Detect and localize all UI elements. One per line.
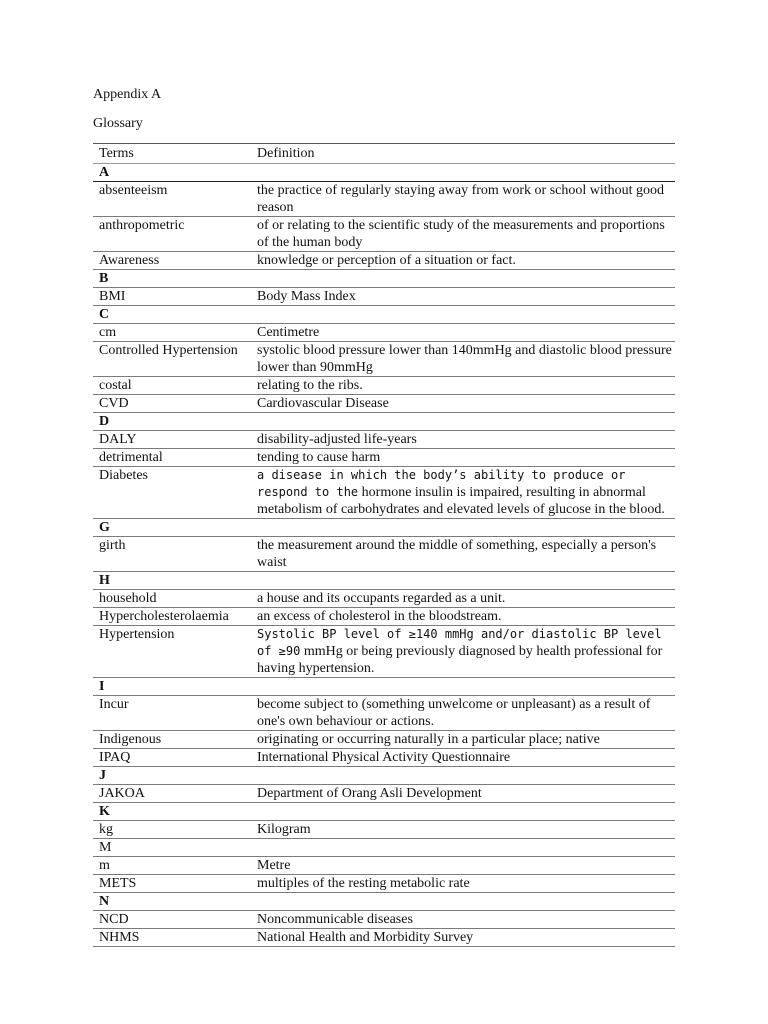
table-row xyxy=(93,731,675,749)
definition-text: mmHg or being previously diagnosed by health professional for having hypertension. xyxy=(257,644,663,676)
definition-cell xyxy=(251,678,675,696)
definition-cell: Centimetre xyxy=(251,324,675,342)
definition-cell: an excess of cholesterol in the bloodstream. xyxy=(251,608,675,626)
term-cell: BMI xyxy=(93,288,251,306)
term-cell: costal xyxy=(93,377,251,395)
definition-text-alt-font: Systolic BP level of ≥140 mmHg and/or diastolic BP level of ≥90 xyxy=(257,627,662,658)
definition-cell xyxy=(251,270,675,288)
definition-cell: Department of Orang Asli Development xyxy=(251,785,675,803)
table-row xyxy=(93,875,675,893)
term-cell: Indigenous xyxy=(93,731,251,749)
letter-row xyxy=(93,164,675,182)
table-header-row xyxy=(93,144,675,164)
letter-row xyxy=(93,519,675,537)
table-row xyxy=(93,467,675,519)
term-cell: NCD xyxy=(93,911,251,929)
definition-cell: Noncommunicable diseases xyxy=(251,911,675,929)
table-row xyxy=(93,821,675,839)
section-letter: K xyxy=(93,803,251,821)
definition-cell: the practice of regularly staying away from work or school without good reason xyxy=(251,182,675,217)
section-letter: H xyxy=(93,572,251,590)
definition-text-alt-font: a disease in which the body’s ability to produce or respond to the xyxy=(257,468,626,499)
definition-cell: the measurement around the middle of something, especially a person's waist xyxy=(251,537,675,572)
definition-cell: become subject to (something unwelcome or unpleasant) as a result of one's own behaviour or actions. xyxy=(251,696,675,731)
definition-cell: a house and its occupants regarded as a unit. xyxy=(251,590,675,608)
definition-cell xyxy=(251,767,675,785)
definition-cell xyxy=(251,413,675,431)
glossary-title: Glossary xyxy=(93,116,143,131)
term-cell: cm xyxy=(93,324,251,342)
letter-row xyxy=(93,413,675,431)
header-definition: Definition xyxy=(251,144,675,164)
definition-cell: originating or occurring naturally in a particular place; native xyxy=(251,731,675,749)
section-letter: N xyxy=(93,893,251,911)
section-letter: B xyxy=(93,270,251,288)
letter-row xyxy=(93,803,675,821)
definition-cell xyxy=(251,893,675,911)
definition-cell: Metre xyxy=(251,857,675,875)
term-cell: Incur xyxy=(93,696,251,731)
table-row xyxy=(93,839,675,857)
term-cell: Hypercholesterolaemia xyxy=(93,608,251,626)
term-cell: Diabetes xyxy=(93,467,251,519)
table-row xyxy=(93,217,675,252)
table-row xyxy=(93,608,675,626)
definition-cell: disability-adjusted life-years xyxy=(251,431,675,449)
term-cell: METS xyxy=(93,875,251,893)
term-cell: CVD xyxy=(93,395,251,413)
definition-cell xyxy=(251,306,675,324)
term-cell: NHMS xyxy=(93,929,251,947)
definition-cell xyxy=(251,803,675,821)
table-row xyxy=(93,929,675,947)
definition-cell: tending to cause harm xyxy=(251,449,675,467)
term-cell: girth xyxy=(93,537,251,572)
table-row xyxy=(93,696,675,731)
glossary-body xyxy=(93,164,675,947)
section-letter: D xyxy=(93,413,251,431)
definition-cell xyxy=(251,839,675,857)
term-cell: detrimental xyxy=(93,449,251,467)
definition-cell xyxy=(251,519,675,537)
section-letter: A xyxy=(93,164,251,182)
term-cell: JAKOA xyxy=(93,785,251,803)
header-terms: Terms xyxy=(93,144,251,164)
term-cell: M xyxy=(93,839,251,857)
definition-cell: relating to the ribs. xyxy=(251,377,675,395)
term-cell: IPAQ xyxy=(93,749,251,767)
definition-text: hormone insulin is impaired, resulting in abnormal metabolism of carbohydrates and elevated levels of glucose in the blood. xyxy=(257,485,665,517)
table-row xyxy=(93,395,675,413)
table-row xyxy=(93,857,675,875)
definition-cell: Kilogram xyxy=(251,821,675,839)
table-row xyxy=(93,431,675,449)
table-row xyxy=(93,785,675,803)
table-row xyxy=(93,377,675,395)
table-row xyxy=(93,626,675,678)
definition-cell: multiples of the resting metabolic rate xyxy=(251,875,675,893)
term-cell: DALY xyxy=(93,431,251,449)
table-row xyxy=(93,288,675,306)
term-cell: household xyxy=(93,590,251,608)
table-row xyxy=(93,324,675,342)
definition-cell: of or relating to the scientific study of the measurements and proportions of the human body xyxy=(251,217,675,252)
table-row xyxy=(93,252,675,270)
section-letter: G xyxy=(93,519,251,537)
term-cell: absenteeism xyxy=(93,182,251,217)
table-row xyxy=(93,590,675,608)
definition-cell: Body Mass Index xyxy=(251,288,675,306)
term-cell: anthropometric xyxy=(93,217,251,252)
letter-row xyxy=(93,678,675,696)
table-row xyxy=(93,182,675,217)
definition-cell xyxy=(251,164,675,182)
definition-cell: Cardiovascular Disease xyxy=(251,395,675,413)
table-row xyxy=(93,749,675,767)
definition-cell xyxy=(251,626,675,678)
definition-cell: International Physical Activity Questionnaire xyxy=(251,749,675,767)
table-row xyxy=(93,537,675,572)
glossary-table xyxy=(93,143,675,947)
letter-row xyxy=(93,572,675,590)
table-row xyxy=(93,449,675,467)
letter-row xyxy=(93,893,675,911)
letter-row xyxy=(93,306,675,324)
letter-row xyxy=(93,767,675,785)
appendix-title: Appendix A xyxy=(93,87,162,102)
definition-cell xyxy=(251,467,675,519)
section-letter: I xyxy=(93,678,251,696)
table-row xyxy=(93,342,675,377)
term-cell: Controlled Hypertension xyxy=(93,342,251,377)
table-row xyxy=(93,911,675,929)
term-cell: kg xyxy=(93,821,251,839)
definition-cell xyxy=(251,572,675,590)
section-letter: C xyxy=(93,306,251,324)
definition-cell: systolic blood pressure lower than 140mmHg and diastolic blood pressure lower than 90mmHg xyxy=(251,342,675,377)
definition-cell: National Health and Morbidity Survey xyxy=(251,929,675,947)
definition-cell: knowledge or perception of a situation or fact. xyxy=(251,252,675,270)
term-cell: m xyxy=(93,857,251,875)
letter-row xyxy=(93,270,675,288)
section-letter: J xyxy=(93,767,251,785)
term-cell: Hypertension xyxy=(93,626,251,678)
term-cell: Awareness xyxy=(93,252,251,270)
